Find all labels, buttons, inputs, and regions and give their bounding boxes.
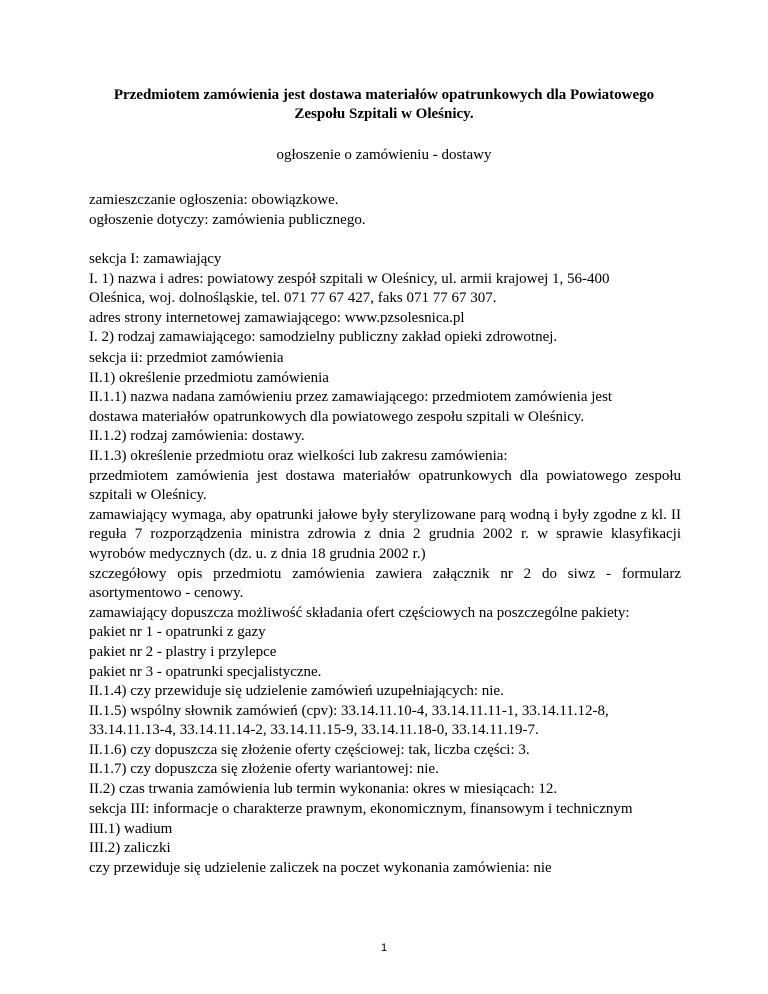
- section-2-paragraph: przedmiotem zamówienia jest dostawa materiałów opatrunkowych dla powiatowego zespołu szpitali w Oleśnicy.: [89, 467, 681, 504]
- section-2-line: 33.14.11.13-4, 33.14.11.14-2, 33.14.11.15-9, 33.14.11.18-0, 33.14.11.19-7.: [89, 722, 539, 739]
- section-1-line: I. 2) rodzaj zamawiającego: samodzielny publiczny zakład opieki zdrowotnej.: [89, 329, 558, 346]
- section-1-line: Oleśnica, woj. dolnośląskie, tel. 071 77 67 427, faks 071 77 67 307.: [89, 290, 497, 307]
- section-2-line: II.1) określenie przedmiotu zamówienia: [89, 369, 329, 386]
- section-2-line: II.1.5) wspólny słownik zamówień (cpv): 33.14.11.10-4, 33.14.11.11-1, 33.14.11.12-8,: [89, 702, 609, 719]
- section-1-line: I. 1) nazwa i adres: powiatowy zespół szpitali w Oleśnicy, ul. armii krajowej 1, 56-400: [89, 270, 610, 287]
- title-line-2: Zespołu Szpitali w Oleśnicy.: [294, 106, 474, 122]
- package-item: pakiet nr 2 - plastry i przylepce: [89, 643, 277, 660]
- section-2-line: II.1.2) rodzaj zamówienia: dostawy.: [89, 428, 305, 445]
- intro-line: ogłoszenie dotyczy: zamówienia publicznego.: [89, 211, 366, 228]
- section-2-paragraph: zamawiający wymaga, aby opatrunki jałowe były sterylizowane parą wodną i były zgodne z kl. II reguła 7 rozporządzenia ministra zdrowia z dnia 2 grudnia 2002 r. w sprawie klasyfikacji wyrobów medycznych (dz. u. z dnia 18 grudnia 2002 r.): [89, 506, 681, 562]
- page-number: 1: [380, 942, 388, 954]
- title-line-1: Przedmiotem zamówienia jest dostawa materiałów opatrunkowych dla Powiatowego: [113, 87, 655, 103]
- section-2-line: II.1.7) czy dopuszcza się złożenie oferty wariantowej: nie.: [89, 761, 439, 778]
- section-2: [89, 349, 681, 800]
- section-2-line: II.1.1) nazwa nadana zamówieniu przez zamawiającego: przedmiotem zamówienia jest: [89, 389, 613, 406]
- package-item: pakiet nr 3 - opatrunki specjalistyczne.: [89, 663, 322, 680]
- section-2-line: II.1.6) czy dopuszcza się złożenie oferty częściowej: tak, liczba części: 3.: [89, 741, 530, 758]
- intro-line: zamieszczanie ogłoszenia: obowiązkowe.: [89, 192, 339, 208]
- section-2-heading: sekcja ii: przedmiot zamówienia: [89, 350, 284, 366]
- section-3-heading: sekcja III: informacje o charakterze prawnym, ekonomicznym, finansowym i technicznym: [89, 801, 633, 817]
- section-2-line: II.1.4) czy przewiduje się udzielenie zamówień uzupełniających: nie.: [89, 683, 504, 700]
- section-2-paragraph: zamawiający dopuszcza możliwość składania ofert częściowych na poszczególne pakiety:: [89, 604, 630, 621]
- section-3: [89, 800, 681, 878]
- section-1-line: adres strony internetowej zamawiającego: www.pzsolesnica.pl: [89, 309, 465, 326]
- intro-block: [89, 191, 681, 230]
- section-3-line: III.1) wadium: [89, 820, 173, 837]
- section-3-line: czy przewiduje się udzielenie zaliczek na poczet wykonania zamówienia: nie: [89, 859, 552, 876]
- section-2-paragraph: szczegółowy opis przedmiotu zamówienia zawiera załącznik nr 2 do siwz - formularz asortymentowo - cenowy.: [89, 565, 681, 602]
- section-3-line: III.2) zaliczki: [89, 840, 171, 857]
- package-item: pakiet nr 1 - opatrunki z gazy: [89, 624, 266, 641]
- document-subtitle: ogłoszenie o zamówieniu - dostawy: [276, 147, 492, 163]
- section-1: [89, 250, 681, 348]
- document-title: [92, 86, 676, 124]
- section-2-line: dostawa materiałów opatrunkowych dla powiatowego zespołu szpitali w Oleśnicy.: [89, 408, 585, 425]
- section-2-line: II.1.3) określenie przedmiotu oraz wielkości lub zakresu zamówienia:: [89, 447, 508, 464]
- section-1-heading: sekcja I: zamawiający: [89, 251, 222, 267]
- section-2-line: II.2) czas trwania zamówienia lub termin wykonania: okres w miesiącach: 12.: [89, 781, 558, 798]
